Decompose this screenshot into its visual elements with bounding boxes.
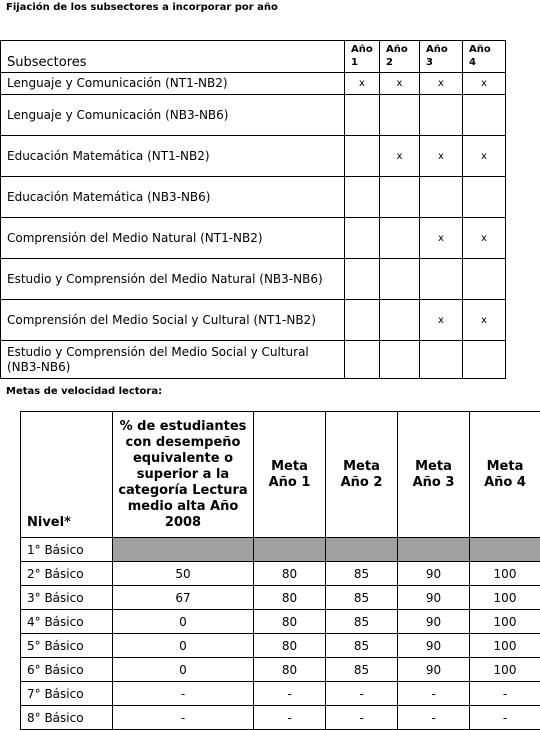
meta-1-cell: 80 xyxy=(254,634,326,658)
nivel-label: 6° Básico xyxy=(21,658,113,682)
meta-2-cell: - xyxy=(326,682,398,706)
meta-4-cell: 100 xyxy=(470,658,540,682)
nivel-label: 2° Básico xyxy=(21,562,113,586)
subsector-row xyxy=(1,259,506,300)
subsector-row xyxy=(1,177,506,218)
year-1-mark xyxy=(345,259,380,300)
meta-2-cell: - xyxy=(326,706,398,730)
meta-4-cell: 100 xyxy=(470,562,540,586)
subsectores-header: Subsectores xyxy=(1,41,345,73)
subsector-row xyxy=(1,136,506,177)
nivel-row xyxy=(21,682,540,706)
nivel-row xyxy=(21,610,540,634)
pct-cell: 0 xyxy=(113,634,254,658)
nivel-row xyxy=(21,586,540,610)
year-3-mark: x xyxy=(420,73,463,95)
year-1-mark xyxy=(345,95,380,136)
section-title-metas: Metas de velocidad lectora: xyxy=(6,386,162,397)
meta-3-header: Meta Año 3 xyxy=(398,412,470,538)
meta-1-header: Meta Año 1 xyxy=(254,412,326,538)
meta-3-cell: - xyxy=(398,706,470,730)
subsector-row xyxy=(1,73,506,95)
nivel-label: 8° Básico xyxy=(21,706,113,730)
year-1-mark xyxy=(345,218,380,259)
meta-1-cell: 80 xyxy=(254,610,326,634)
meta-3-cell: 90 xyxy=(398,562,470,586)
meta-2-cell xyxy=(326,538,398,562)
year-1-mark xyxy=(345,177,380,218)
meta-1-cell: - xyxy=(254,682,326,706)
subsector-row xyxy=(1,300,506,341)
meta-4-cell xyxy=(470,538,540,562)
pct-cell: - xyxy=(113,706,254,730)
year-4-mark: x xyxy=(463,73,506,95)
nivel-row xyxy=(21,634,540,658)
year-2-mark xyxy=(380,95,420,136)
meta-3-cell: - xyxy=(398,682,470,706)
nivel-row xyxy=(21,562,540,586)
subsector-row xyxy=(1,341,506,379)
meta-3-cell: 90 xyxy=(398,634,470,658)
section-title-subsectores: Fijación de los subsectores a incorporar por año xyxy=(6,2,278,13)
meta-4-cell: - xyxy=(470,682,540,706)
subsector-label: Comprensión del Medio Natural (NT1-NB2) xyxy=(1,218,345,259)
pct-header: % de estudiantes con desempeño equivalente o superior a la categoría Lectura medio alta Año 2008 xyxy=(113,412,254,538)
nivel-label: 1° Básico xyxy=(21,538,113,562)
meta-2-cell: 85 xyxy=(326,610,398,634)
year-2-mark: x xyxy=(380,136,420,177)
subsector-label: Comprensión del Medio Social y Cultural (NT1-NB2) xyxy=(1,300,345,341)
year-2-mark xyxy=(380,218,420,259)
year-2-mark xyxy=(380,300,420,341)
year-4-mark: x xyxy=(463,136,506,177)
meta-1-cell xyxy=(254,538,326,562)
meta-4-cell: 100 xyxy=(470,634,540,658)
meta-2-header: Meta Año 2 xyxy=(326,412,398,538)
year-3-mark: x xyxy=(420,218,463,259)
year-3-mark: x xyxy=(420,300,463,341)
meta-1-cell: 80 xyxy=(254,586,326,610)
nivel-row xyxy=(21,658,540,682)
subsector-label: Educación Matemática (NB3-NB6) xyxy=(1,177,345,218)
year-1-mark xyxy=(345,136,380,177)
year-4-mark xyxy=(463,177,506,218)
nivel-label: 3° Básico xyxy=(21,586,113,610)
subsector-row xyxy=(1,218,506,259)
subsector-label: Lenguaje y Comunicación (NT1-NB2) xyxy=(1,73,345,95)
meta-3-cell: 90 xyxy=(398,586,470,610)
meta-2-cell: 85 xyxy=(326,586,398,610)
pct-cell: 67 xyxy=(113,586,254,610)
pct-cell: - xyxy=(113,682,254,706)
year-3-mark xyxy=(420,177,463,218)
meta-1-cell: 80 xyxy=(254,658,326,682)
meta-3-cell: 90 xyxy=(398,658,470,682)
meta-3-cell: 90 xyxy=(398,610,470,634)
meta-4-cell: 100 xyxy=(470,610,540,634)
metas-table xyxy=(20,411,540,730)
pct-cell: 0 xyxy=(113,610,254,634)
year-3-mark: x xyxy=(420,136,463,177)
pct-cell xyxy=(113,538,254,562)
year-4-mark: x xyxy=(463,300,506,341)
meta-1-cell: 80 xyxy=(254,562,326,586)
year-2-mark: x xyxy=(380,73,420,95)
nivel-row xyxy=(21,706,540,730)
year-3-mark xyxy=(420,341,463,379)
subsector-label: Educación Matemática (NT1-NB2) xyxy=(1,136,345,177)
year-1-mark xyxy=(345,300,380,341)
subsector-row xyxy=(1,95,506,136)
year-4-mark: x xyxy=(463,218,506,259)
year-2-mark xyxy=(380,259,420,300)
year-2-mark xyxy=(380,177,420,218)
meta-2-cell: 85 xyxy=(326,634,398,658)
nivel-label: 4° Básico xyxy=(21,610,113,634)
subsector-label: Estudio y Comprensión del Medio Social y Cultural (NB3-NB6) xyxy=(1,341,345,379)
subsector-label: Estudio y Comprensión del Medio Natural (NB3-NB6) xyxy=(1,259,345,300)
nivel-label: 7° Básico xyxy=(21,682,113,706)
year-3-mark xyxy=(420,95,463,136)
year-2-mark xyxy=(380,341,420,379)
meta-2-cell: 85 xyxy=(326,658,398,682)
meta-1-cell: - xyxy=(254,706,326,730)
meta-4-cell: - xyxy=(470,706,540,730)
meta-3-cell xyxy=(398,538,470,562)
pct-cell: 0 xyxy=(113,658,254,682)
year-1-mark: x xyxy=(345,73,380,95)
subsector-label: Lenguaje y Comunicación (NB3-NB6) xyxy=(1,95,345,136)
nivel-header: Nivel* xyxy=(21,412,113,538)
year-4-mark xyxy=(463,95,506,136)
nivel-row xyxy=(21,538,540,562)
year-4-header: Año 4 xyxy=(463,41,506,73)
nivel-label: 5° Básico xyxy=(21,634,113,658)
year-3-mark xyxy=(420,259,463,300)
year-3-header: Año 3 xyxy=(420,41,463,73)
year-4-mark xyxy=(463,341,506,379)
meta-4-cell: 100 xyxy=(470,586,540,610)
meta-2-cell: 85 xyxy=(326,562,398,586)
year-2-header: Año 2 xyxy=(380,41,420,73)
year-1-mark xyxy=(345,341,380,379)
year-1-header: Año 1 xyxy=(345,41,380,73)
meta-4-header: Meta Año 4 xyxy=(470,412,540,538)
subsectores-table xyxy=(0,40,506,379)
year-4-mark xyxy=(463,259,506,300)
pct-cell: 50 xyxy=(113,562,254,586)
